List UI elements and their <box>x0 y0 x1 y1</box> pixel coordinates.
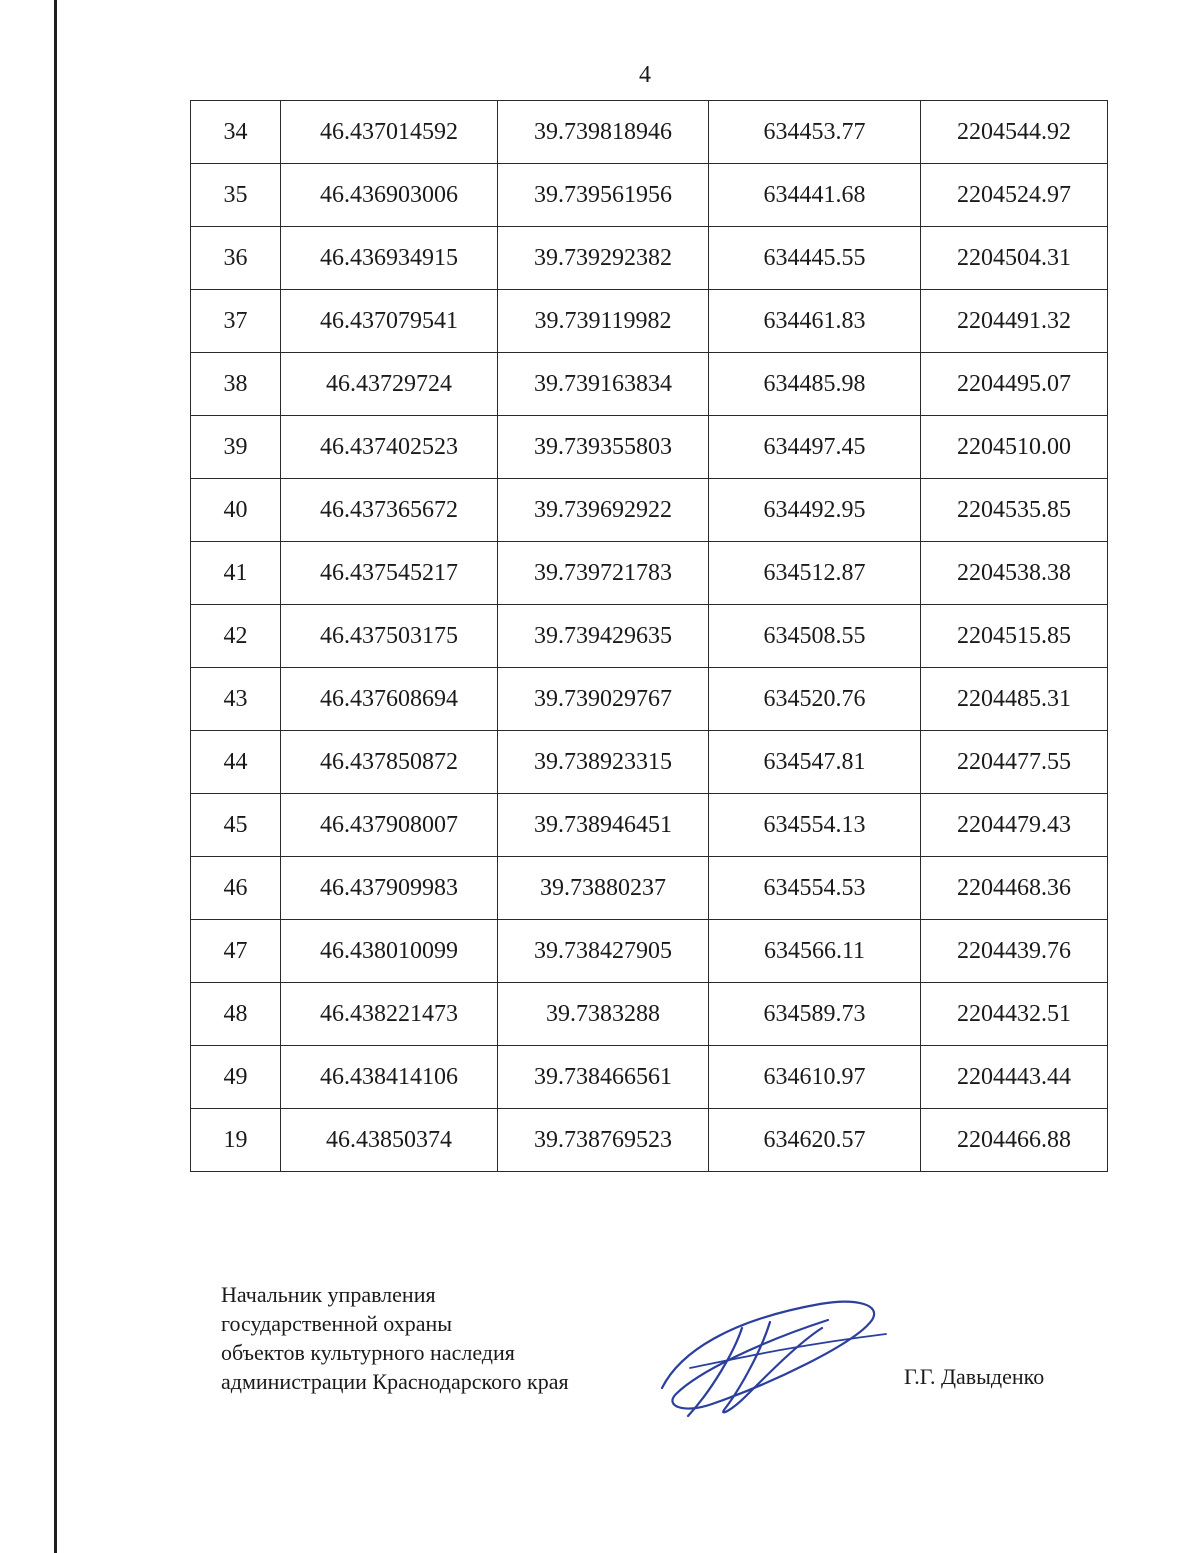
table-cell: 44 <box>191 731 281 794</box>
coordinates-table <box>190 100 1108 1172</box>
table-cell: 634512.87 <box>709 542 921 605</box>
signer-title-line: объектов культурного наследия <box>221 1340 515 1365</box>
table-cell: 39.739029767 <box>498 668 709 731</box>
page-number: 4 <box>639 62 651 88</box>
table-cell: 634485.98 <box>709 353 921 416</box>
table-row <box>191 731 1108 794</box>
table-row <box>191 857 1108 920</box>
table-cell: 46.437014592 <box>281 101 498 164</box>
table-cell: 39.738427905 <box>498 920 709 983</box>
table-cell: 2204466.88 <box>921 1109 1108 1172</box>
table-cell: 46.437908007 <box>281 794 498 857</box>
table-cell: 39.739119982 <box>498 290 709 353</box>
table-cell: 2204468.36 <box>921 857 1108 920</box>
table-cell: 2204524.97 <box>921 164 1108 227</box>
table-cell: 634461.83 <box>709 290 921 353</box>
table-row <box>191 920 1108 983</box>
table-cell: 46.437402523 <box>281 416 498 479</box>
table-row <box>191 416 1108 479</box>
table-cell: 34 <box>191 101 281 164</box>
table-row <box>191 227 1108 290</box>
table-cell: 2204477.55 <box>921 731 1108 794</box>
signer-title-line: Начальник управления <box>221 1282 436 1307</box>
table-cell: 46.43729724 <box>281 353 498 416</box>
table-cell: 39.73880237 <box>498 857 709 920</box>
table-cell: 634445.55 <box>709 227 921 290</box>
table-row <box>191 101 1108 164</box>
table-cell: 634497.45 <box>709 416 921 479</box>
table-cell: 2204535.85 <box>921 479 1108 542</box>
table-cell: 46.436903006 <box>281 164 498 227</box>
table-cell: 48 <box>191 983 281 1046</box>
table-cell: 39.738466561 <box>498 1046 709 1109</box>
signer-title-line: администрации Краснодарского края <box>221 1369 569 1394</box>
table-cell: 47 <box>191 920 281 983</box>
table-cell: 46.436934915 <box>281 227 498 290</box>
table-cell: 2204491.32 <box>921 290 1108 353</box>
table-cell: 39.739818946 <box>498 101 709 164</box>
table-cell: 39.739721783 <box>498 542 709 605</box>
table-cell: 43 <box>191 668 281 731</box>
table-cell: 634620.57 <box>709 1109 921 1172</box>
table-cell: 2204515.85 <box>921 605 1108 668</box>
table-cell: 634610.97 <box>709 1046 921 1109</box>
table-cell: 45 <box>191 794 281 857</box>
table-cell: 46.437503175 <box>281 605 498 668</box>
table-cell: 634520.76 <box>709 668 921 731</box>
table-cell: 39.739692922 <box>498 479 709 542</box>
table-row <box>191 353 1108 416</box>
table-cell: 40 <box>191 479 281 542</box>
table-cell: 634453.77 <box>709 101 921 164</box>
table-cell: 39.739429635 <box>498 605 709 668</box>
table-cell: 2204504.31 <box>921 227 1108 290</box>
table-cell: 46.438414106 <box>281 1046 498 1109</box>
page-edge-line <box>54 0 57 1553</box>
table-cell: 19 <box>191 1109 281 1172</box>
table-cell: 2204432.51 <box>921 983 1108 1046</box>
table-row <box>191 1109 1108 1172</box>
table-cell: 634589.73 <box>709 983 921 1046</box>
table-cell: 39 <box>191 416 281 479</box>
table-cell: 39.7383288 <box>498 983 709 1046</box>
table-row <box>191 1046 1108 1109</box>
table-cell: 46.43850374 <box>281 1109 498 1172</box>
table-cell: 39.739355803 <box>498 416 709 479</box>
table-cell: 46.437545217 <box>281 542 498 605</box>
table-cell: 634492.95 <box>709 479 921 542</box>
table-cell: 634554.53 <box>709 857 921 920</box>
table-cell: 39.738946451 <box>498 794 709 857</box>
table-cell: 2204510.00 <box>921 416 1108 479</box>
handwritten-signature <box>650 1292 890 1422</box>
coordinates-table-body <box>191 101 1108 1172</box>
table-cell: 634441.68 <box>709 164 921 227</box>
table-row <box>191 605 1108 668</box>
table-cell: 634508.55 <box>709 605 921 668</box>
table-row <box>191 479 1108 542</box>
table-cell: 46.438010099 <box>281 920 498 983</box>
table-cell: 37 <box>191 290 281 353</box>
table-cell: 36 <box>191 227 281 290</box>
table-cell: 39.739292382 <box>498 227 709 290</box>
table-cell: 2204443.44 <box>921 1046 1108 1109</box>
signer-title <box>221 1280 569 1396</box>
table-cell: 2204495.07 <box>921 353 1108 416</box>
signature-stroke <box>690 1334 886 1368</box>
table-cell: 39.738923315 <box>498 731 709 794</box>
table-cell: 46.437365672 <box>281 479 498 542</box>
table-row <box>191 290 1108 353</box>
table-row <box>191 794 1108 857</box>
table-cell: 46.437608694 <box>281 668 498 731</box>
table-cell: 2204439.76 <box>921 920 1108 983</box>
table-cell: 2204479.43 <box>921 794 1108 857</box>
table-cell: 39.739163834 <box>498 353 709 416</box>
table-cell: 38 <box>191 353 281 416</box>
table-cell: 2204544.92 <box>921 101 1108 164</box>
table-cell: 35 <box>191 164 281 227</box>
table-cell: 46.437079541 <box>281 290 498 353</box>
table-cell: 39.739561956 <box>498 164 709 227</box>
table-cell: 46.438221473 <box>281 983 498 1046</box>
table-cell: 634547.81 <box>709 731 921 794</box>
table-cell: 49 <box>191 1046 281 1109</box>
table-row <box>191 983 1108 1046</box>
table-cell: 2204485.31 <box>921 668 1108 731</box>
table-cell: 634566.11 <box>709 920 921 983</box>
signer-name: Г.Г. Давыденко <box>904 1364 1045 1389</box>
table-row <box>191 668 1108 731</box>
table-cell: 42 <box>191 605 281 668</box>
table-row <box>191 542 1108 605</box>
signature-stroke <box>688 1322 822 1416</box>
table-cell: 41 <box>191 542 281 605</box>
table-cell: 46.437909983 <box>281 857 498 920</box>
signer-title-line: государственной охраны <box>221 1311 453 1336</box>
table-cell: 46.437850872 <box>281 731 498 794</box>
table-cell: 634554.13 <box>709 794 921 857</box>
table-cell: 39.738769523 <box>498 1109 709 1172</box>
table-cell: 2204538.38 <box>921 542 1108 605</box>
signature-stroke <box>662 1302 874 1409</box>
table-cell: 46 <box>191 857 281 920</box>
table-row <box>191 164 1108 227</box>
